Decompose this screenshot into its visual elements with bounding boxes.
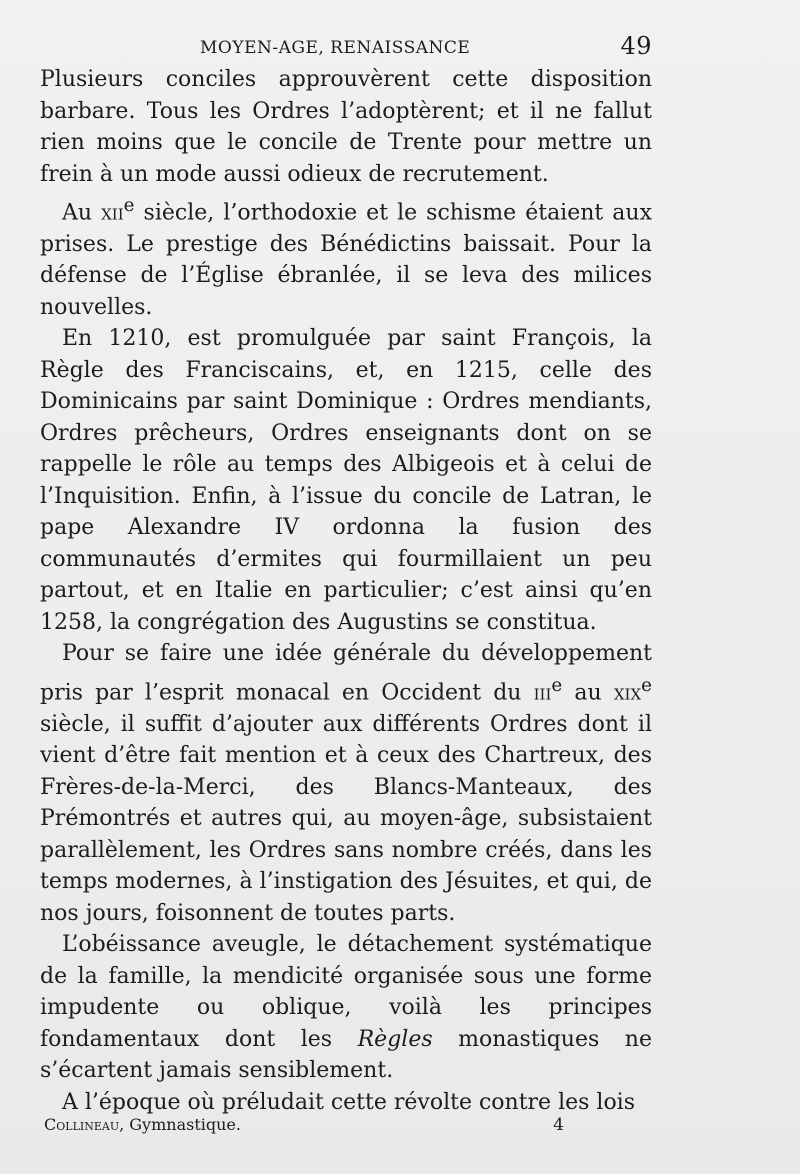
paragraph-5-pre: L’obéissance aveugle, le détachement systématique de la famille, la mendicité organisée sous une forme impudente ou oblique, voilà les principes fondamentaux dont les — [40, 932, 652, 1052]
emphasis-regles: Règles — [357, 1026, 433, 1052]
century-numeral: iii — [533, 680, 552, 706]
footer-author: Collineau — [44, 1115, 120, 1134]
century-numeral: xix — [613, 680, 642, 706]
paragraph-4 — [40, 638, 652, 929]
paragraph-4-mid: au — [562, 680, 614, 706]
superscript-e: e — [551, 674, 563, 696]
footer-work: , Gymnastique. — [119, 1115, 241, 1134]
superscript-e: e — [641, 674, 652, 696]
century-numeral: xii — [101, 200, 124, 226]
paragraph-4-pre: Pour se faire une idée générale du développement pris par l’esprit monacal en Occident du — [40, 641, 652, 706]
running-head-title: MOYEN-AGE, RENAISSANCE — [200, 38, 471, 58]
paragraph-1: Plusieurs conciles approuvèrent cette disposition barbare. Tous les Ordres l’adoptèrent; et il ne fallut rien moins que le concile de Trente pour mettre un frein à un mode aussi odieux de recrutement. — [40, 67, 652, 187]
paragraph-4-post: siècle, il suffit d’ajouter aux différents Ordres dont il vient d’être fait mention et à ceux des Chartreux, des Frères-de-la-Merci, des Blancs-Manteaux, des Prémontrés et autres qui, au moyen-âge, subsistaient parallèlement, les Ordres sans nombre créés, dans les temps modernes, à l’instigation des Jésuites, et qui, de nos jours, foisonnent de toutes parts. — [40, 711, 652, 926]
paragraph-2-pre: Au — [62, 200, 102, 226]
paragraph-6: A l’époque où préludait cette révolte contre les lois — [62, 1089, 636, 1115]
paragraph-5-post: monastiques ne s’écartent jamais sensiblement. — [40, 1026, 652, 1084]
paragraph-3: En 1210, est promulguée par saint François, la Règle des Franciscains, et, en 1215, celle des Dominicains par saint Dominique : Ordres mendiants, Ordres prêcheurs, Ordres enseignants dont on se rappelle le rôle au temps des Albigeois et à celui de l’Inquisition. Enfin, à l’issue du concile de Latran, le pape Alexandre IV ordonna la fusion des communautés d’ermites qui fourmillaient un peu partout, et en Italie en particulier; c’est ainsi qu’en 1258, la congrégation des Augustins se constitua. — [40, 326, 652, 635]
running-head — [40, 32, 652, 64]
footer-author-work — [44, 1115, 241, 1134]
page-number: 49 — [620, 32, 652, 60]
paragraph-5 — [40, 929, 652, 1087]
signature-mark: 4 — [553, 1115, 564, 1135]
superscript-e: e — [123, 195, 135, 216]
paragraph-2 — [40, 190, 652, 323]
signature-line — [44, 1115, 564, 1141]
paragraph-2-post: siècle, l’orthodoxie et le schisme étaient aux prises. Le prestige des Bénédictins baissait. Pour la défense de l’Église ébranlée, il se leva des milices nouvelles. — [40, 200, 652, 320]
body-text — [40, 64, 652, 1118]
